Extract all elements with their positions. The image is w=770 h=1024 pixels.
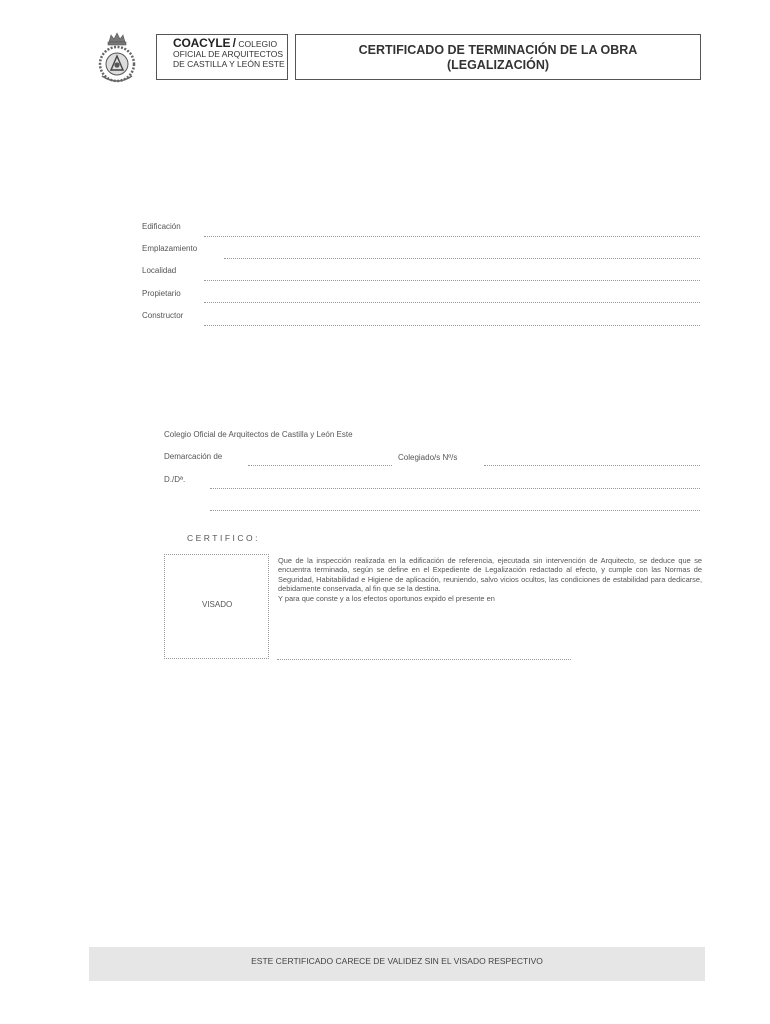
- document-title: [295, 34, 701, 80]
- brand-name: COACYLE: [173, 36, 231, 50]
- brand-line2: OFICIAL DE ARQUITECTOS: [173, 49, 284, 59]
- certifico-heading: CERTIFICO:: [187, 533, 261, 543]
- organization-logo: [156, 34, 288, 80]
- certificate-paragraph: Que de la inspección realizada en la edificación de referencia, ejecutada sin intervención de Arquitecto, se deduce que se encuentra terminada, según se define en el Expediente de Legalización redactado al efecto, y cumple con las Normas de Seguridad, Habitabilidad e Higiene de aplicación, reuniendo, salvo vicios ocultos, las condiciones de estabilidad para dedicarse, debidamente conservada, al fin que se la destina.: [278, 556, 702, 594]
- edificacion-label: Edificación: [142, 222, 181, 231]
- emplazamiento-field[interactable]: [224, 258, 700, 259]
- title-line1: CERTIFICADO DE TERMINACIÓN DE LA OBRA: [358, 43, 638, 57]
- dd-label: D./Dª.: [164, 475, 186, 484]
- brand-line1: COLEGIO: [238, 39, 278, 49]
- validity-notice: ESTE CERTIFICADO CARECE DE VALIDEZ SIN EL VISADO RESPECTIVO: [89, 947, 705, 981]
- coat-of-arms-icon: [94, 32, 140, 84]
- brand-line3: DE CASTILLA Y LEÓN ESTE: [173, 59, 285, 69]
- demarcacion-label: Demarcación de: [164, 452, 223, 461]
- constructor-label: Constructor: [142, 311, 184, 320]
- localidad-label: Localidad: [142, 266, 177, 275]
- constructor-field[interactable]: [204, 325, 700, 326]
- certificate-text: [278, 556, 702, 603]
- emplazamiento-label: Emplazamiento: [142, 244, 198, 253]
- title-line2: (LEGALIZACIÓN): [446, 58, 550, 72]
- colegiados-label: Colegiado/s Nº/s: [398, 453, 458, 462]
- propietario-field[interactable]: [204, 302, 700, 303]
- colegio-name: Colegio Oficial de Arquitectos de Castilla y León Este: [164, 430, 353, 439]
- dd-field-line2[interactable]: [210, 510, 700, 511]
- colegiados-field[interactable]: [484, 465, 700, 466]
- brand-separator: /: [232, 36, 236, 50]
- propietario-label: Propietario: [142, 289, 181, 298]
- localidad-field[interactable]: [204, 280, 700, 281]
- edificacion-field[interactable]: [204, 236, 700, 237]
- dd-field[interactable]: [210, 488, 700, 489]
- visado-label: VISADO: [202, 600, 233, 609]
- certificate-closing: Y para que conste y a los efectos oportunos expido el presente en: [278, 593, 495, 603]
- signature-line[interactable]: [277, 659, 571, 660]
- demarcacion-field[interactable]: [248, 465, 392, 466]
